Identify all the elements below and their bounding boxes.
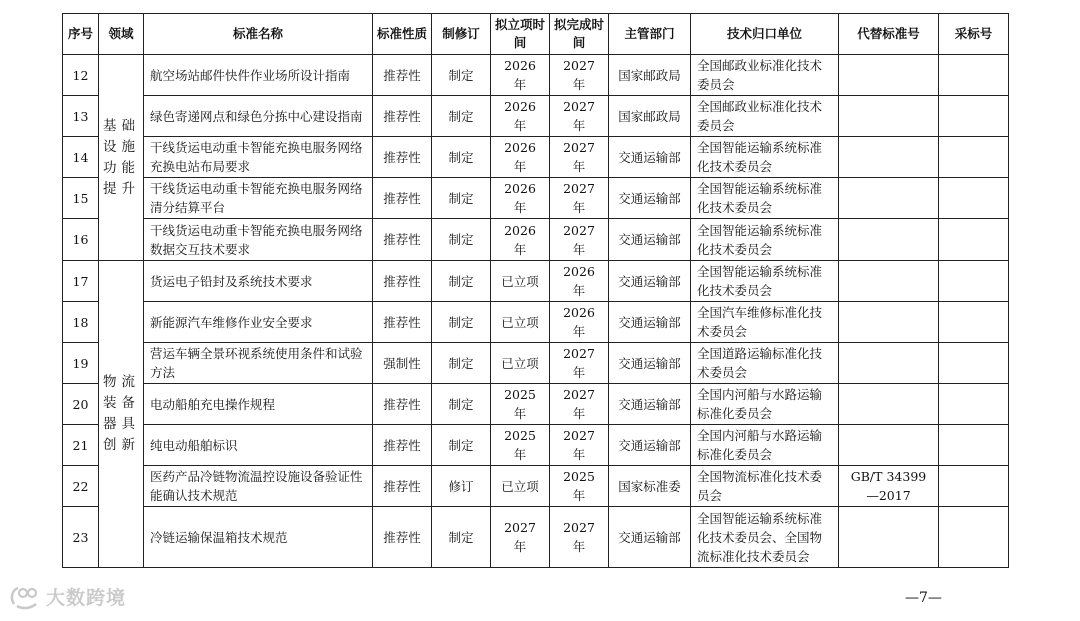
cell-adopt bbox=[939, 302, 1009, 343]
table-row bbox=[63, 507, 1009, 568]
table-row bbox=[63, 425, 1009, 466]
cell-action: 制定 bbox=[432, 261, 491, 302]
cell-dept: 交通运输部 bbox=[609, 261, 691, 302]
cell-seq: 20 bbox=[63, 384, 99, 425]
cell-dept: 交通运输部 bbox=[609, 219, 691, 261]
cell-finish: 2026 年 bbox=[550, 261, 609, 302]
cell-org: 全国内河船与水路运输标准化委员会 bbox=[691, 384, 839, 425]
header-nature: 标准性质 bbox=[373, 14, 432, 55]
cell-adopt bbox=[939, 384, 1009, 425]
header-start: 拟立项时间 bbox=[491, 14, 550, 55]
table-header-row bbox=[63, 14, 1009, 55]
cell-dept: 交通运输部 bbox=[609, 137, 691, 178]
cell-nature: 推荐性 bbox=[373, 507, 432, 568]
cell-org: 全国智能运输系统标准化技术委员会 bbox=[691, 178, 839, 219]
cell-name: 干线货运电动重卡智能充换电服务网络 充换电站布局要求 bbox=[144, 137, 373, 178]
cell-nature: 推荐性 bbox=[373, 302, 432, 343]
cell-adopt bbox=[939, 507, 1009, 568]
cell-name: 航空场站邮件快件作业场所设计指南 bbox=[144, 55, 373, 96]
cell-finish: 2027 年 bbox=[550, 425, 609, 466]
cell-dept: 交通运输部 bbox=[609, 384, 691, 425]
cell-finish: 2027 年 bbox=[550, 178, 609, 219]
cell-nature: 推荐性 bbox=[373, 466, 432, 507]
header-action: 制修订 bbox=[432, 14, 491, 55]
cell-finish: 2027 年 bbox=[550, 55, 609, 96]
cell-dept: 国家邮政局 bbox=[609, 55, 691, 96]
cell-replace bbox=[839, 425, 939, 466]
cell-replace bbox=[839, 507, 939, 568]
page-number: —7— bbox=[905, 590, 942, 606]
cell-action: 制定 bbox=[432, 137, 491, 178]
cell-replace bbox=[839, 55, 939, 96]
cell-org: 全国邮政业标准化技术委员会 bbox=[691, 55, 839, 96]
cell-adopt bbox=[939, 55, 1009, 96]
cell-org: 全国智能运输系统标准化技术委员会 bbox=[691, 137, 839, 178]
cell-finish: 2027 年 bbox=[550, 384, 609, 425]
cell-action: 制定 bbox=[432, 343, 491, 384]
cell-adopt bbox=[939, 466, 1009, 507]
cell-finish: 2027 年 bbox=[550, 96, 609, 137]
domain-cell bbox=[99, 261, 144, 568]
cell-start: 已立项 bbox=[491, 343, 550, 384]
cell-replace: GB/T 34399—2017 bbox=[839, 466, 939, 507]
cell-name: 电动船舶充电操作规程 bbox=[144, 384, 373, 425]
cell-seq: 16 bbox=[63, 219, 99, 261]
header-finish: 拟完成时间 bbox=[550, 14, 609, 55]
cell-nature: 推荐性 bbox=[373, 55, 432, 96]
cell-start: 已立项 bbox=[491, 466, 550, 507]
cell-dept: 交通运输部 bbox=[609, 507, 691, 568]
cell-finish: 2027 年 bbox=[550, 507, 609, 568]
cell-finish: 2027 年 bbox=[550, 219, 609, 261]
cell-seq: 21 bbox=[63, 425, 99, 466]
cell-replace bbox=[839, 343, 939, 384]
cell-start: 2026 年 bbox=[491, 178, 550, 219]
cell-seq: 18 bbox=[63, 302, 99, 343]
cell-org: 全国智能运输系统标准化技术委员会 bbox=[691, 261, 839, 302]
table-row bbox=[63, 261, 1009, 302]
cell-dept: 国家邮政局 bbox=[609, 96, 691, 137]
header-dept: 主管部门 bbox=[609, 14, 691, 55]
table-row bbox=[63, 302, 1009, 343]
cell-replace bbox=[839, 137, 939, 178]
cell-adopt bbox=[939, 96, 1009, 137]
cell-org: 全国智能运输系统标准化技术委员会、全国物流标准化技术委员会 bbox=[691, 507, 839, 568]
watermark-logo-icon bbox=[8, 584, 42, 610]
cell-replace bbox=[839, 178, 939, 219]
cell-org: 全国智能运输系统标准化技术委员会 bbox=[691, 219, 839, 261]
cell-replace bbox=[839, 96, 939, 137]
cell-nature: 推荐性 bbox=[373, 425, 432, 466]
cell-dept: 交通运输部 bbox=[609, 343, 691, 384]
cell-nature: 推荐性 bbox=[373, 137, 432, 178]
cell-dept: 交通运输部 bbox=[609, 425, 691, 466]
cell-name: 医药产品冷链物流温控设施设备验证性能确认技术规范 bbox=[144, 466, 373, 507]
cell-finish: 2026 年 bbox=[550, 302, 609, 343]
cell-action: 修订 bbox=[432, 466, 491, 507]
cell-replace bbox=[839, 219, 939, 261]
cell-action: 制定 bbox=[432, 96, 491, 137]
cell-start: 已立项 bbox=[491, 302, 550, 343]
cell-start: 2026 年 bbox=[491, 55, 550, 96]
table-row bbox=[63, 178, 1009, 219]
cell-seq: 12 bbox=[63, 55, 99, 96]
header-org: 技术归口单位 bbox=[691, 14, 839, 55]
cell-org: 全国物流标准化技术委员会 bbox=[691, 466, 839, 507]
cell-action: 制定 bbox=[432, 507, 491, 568]
table-row bbox=[63, 55, 1009, 96]
cell-adopt bbox=[939, 219, 1009, 261]
cell-seq: 17 bbox=[63, 261, 99, 302]
cell-replace bbox=[839, 261, 939, 302]
cell-name: 干线货运电动重卡智能充换电服务网络 数据交互技术要求 bbox=[144, 219, 373, 261]
standards-table bbox=[62, 13, 1009, 568]
cell-start: 2026 年 bbox=[491, 137, 550, 178]
cell-adopt bbox=[939, 343, 1009, 384]
cell-dept: 交通运输部 bbox=[609, 178, 691, 219]
domain-label: 物流装备器具创新 bbox=[103, 374, 139, 453]
cell-start: 2026 年 bbox=[491, 96, 550, 137]
cell-start: 2025 年 bbox=[491, 425, 550, 466]
cell-org: 全国道路运输标准化技术委员会 bbox=[691, 343, 839, 384]
cell-adopt bbox=[939, 261, 1009, 302]
cell-seq: 23 bbox=[63, 507, 99, 568]
cell-action: 制定 bbox=[432, 425, 491, 466]
cell-action: 制定 bbox=[432, 178, 491, 219]
cell-finish: 2027 年 bbox=[550, 137, 609, 178]
table-row bbox=[63, 384, 1009, 425]
cell-replace bbox=[839, 302, 939, 343]
cell-nature: 推荐性 bbox=[373, 384, 432, 425]
cell-name: 货运电子铅封及系统技术要求 bbox=[144, 261, 373, 302]
cell-nature: 推荐性 bbox=[373, 261, 432, 302]
cell-org: 全国汽车维修标准化技术委员会 bbox=[691, 302, 839, 343]
cell-adopt bbox=[939, 178, 1009, 219]
table-row bbox=[63, 466, 1009, 507]
cell-name: 纯电动船舶标识 bbox=[144, 425, 373, 466]
cell-start: 2027 年 bbox=[491, 507, 550, 568]
watermark bbox=[8, 583, 126, 610]
cell-nature: 推荐性 bbox=[373, 219, 432, 261]
cell-action: 制定 bbox=[432, 302, 491, 343]
cell-start: 2026 年 bbox=[491, 219, 550, 261]
cell-action: 制定 bbox=[432, 384, 491, 425]
cell-seq: 15 bbox=[63, 178, 99, 219]
header-replace: 代替标准号 bbox=[839, 14, 939, 55]
cell-action: 制定 bbox=[432, 219, 491, 261]
cell-finish: 2025 年 bbox=[550, 466, 609, 507]
cell-nature: 推荐性 bbox=[373, 96, 432, 137]
cell-nature: 强制性 bbox=[373, 343, 432, 384]
cell-name: 冷链运输保温箱技术规范 bbox=[144, 507, 373, 568]
header-domain: 领域 bbox=[99, 14, 144, 55]
cell-dept: 国家标准委 bbox=[609, 466, 691, 507]
table-row bbox=[63, 137, 1009, 178]
cell-replace bbox=[839, 384, 939, 425]
cell-dept: 交通运输部 bbox=[609, 302, 691, 343]
cell-adopt bbox=[939, 137, 1009, 178]
cell-adopt bbox=[939, 425, 1009, 466]
table-row bbox=[63, 219, 1009, 261]
header-seq: 序号 bbox=[63, 14, 99, 55]
table-body bbox=[63, 55, 1009, 568]
header-name: 标准名称 bbox=[144, 14, 373, 55]
cell-start: 已立项 bbox=[491, 261, 550, 302]
cell-finish: 2027 年 bbox=[550, 343, 609, 384]
cell-name: 绿色寄递网点和绿色分拣中心建设指南 bbox=[144, 96, 373, 137]
domain-cell bbox=[99, 55, 144, 261]
watermark-text: 大数跨境 bbox=[46, 587, 127, 609]
cell-org: 全国内河船与水路运输标准化委员会 bbox=[691, 425, 839, 466]
cell-seq: 14 bbox=[63, 137, 99, 178]
cell-name: 新能源汽车维修作业安全要求 bbox=[144, 302, 373, 343]
table-row bbox=[63, 96, 1009, 137]
cell-seq: 13 bbox=[63, 96, 99, 137]
table-row bbox=[63, 343, 1009, 384]
cell-start: 2025 年 bbox=[491, 384, 550, 425]
cell-seq: 22 bbox=[63, 466, 99, 507]
header-adopt: 采标号 bbox=[939, 14, 1009, 55]
cell-seq: 19 bbox=[63, 343, 99, 384]
cell-org: 全国邮政业标准化技术委员会 bbox=[691, 96, 839, 137]
cell-action: 制定 bbox=[432, 55, 491, 96]
domain-label: 基础设施功能提升 bbox=[103, 117, 139, 197]
cell-name: 干线货运电动重卡智能充换电服务网络 清分结算平台 bbox=[144, 178, 373, 219]
cell-name: 营运车辆全景环视系统使用条件和试验方法 bbox=[144, 343, 373, 384]
cell-nature: 推荐性 bbox=[373, 178, 432, 219]
